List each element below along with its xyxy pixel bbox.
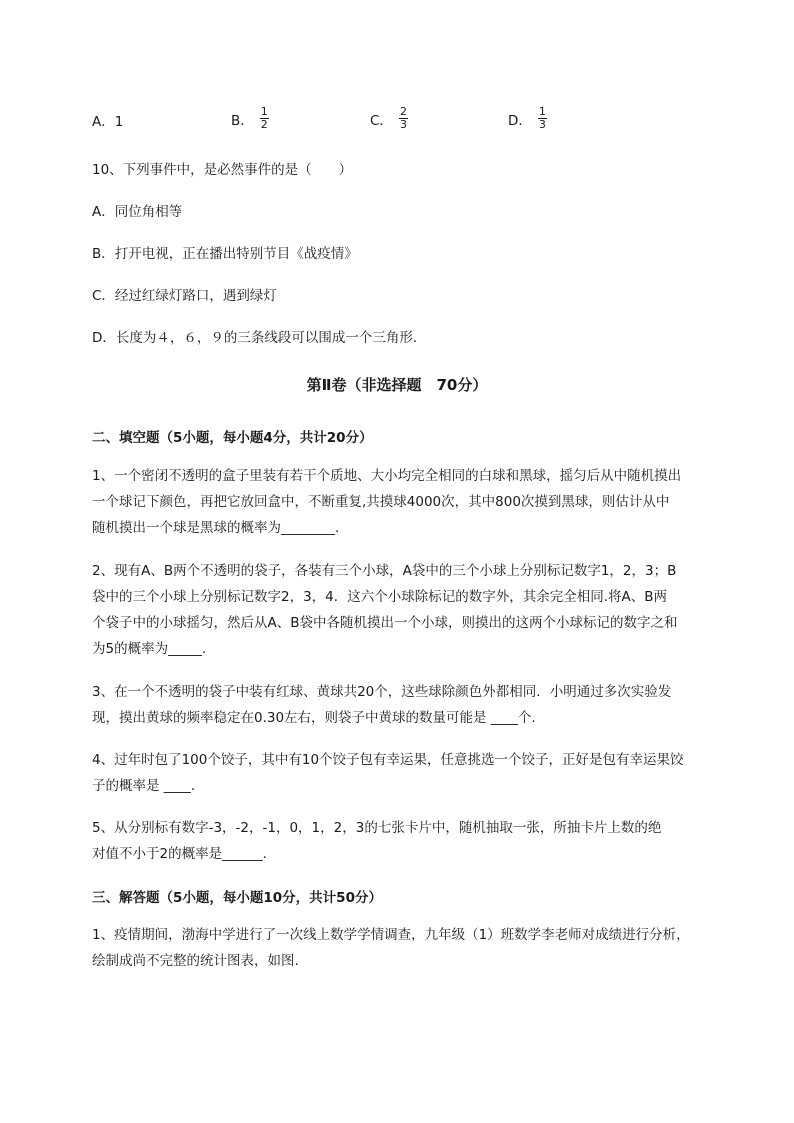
s2-q5-line: 对值不小于2的概率是______. — [92, 846, 267, 862]
fraction-denominator: 3 — [538, 118, 546, 131]
q9-option-c-label: C． — [370, 112, 393, 129]
fraction-numerator: 2 — [399, 105, 407, 118]
s2-q3-line: 现，摸出黄球的频率稳定在0.30左右，则袋子中黄球的数量可能是 ____个. — [92, 710, 536, 726]
s2-question-1 — [92, 463, 732, 541]
s2-q2-line: 2、现有A、B两个不透明的袋子，各装有三个小球，A袋中的三个小球上分别标记数字1，2，3；B — [92, 563, 677, 579]
q10-stem: 10、下列事件中，是必然事件的是（ ） — [92, 162, 353, 178]
q9-option-a-label: A．1 — [92, 114, 124, 130]
q9-option-b — [231, 106, 269, 131]
fraction-denominator: 3 — [399, 118, 407, 131]
s2-q4-line: 4、过年时包了100个饺子，其中有10个饺子包有幸运果，任意挑选一个饺子，正好是包有幸运果饺 — [92, 752, 684, 768]
fraction-denominator: 2 — [260, 118, 268, 131]
q9-option-d-label: D． — [508, 112, 532, 129]
part2-title: 第Ⅱ卷（非选择题 70分） — [306, 376, 488, 394]
s2-q1-line: 随机摸出一个球是黑球的概率为________. — [92, 520, 340, 536]
s2-question-2 — [92, 558, 732, 662]
q9-option-b-label: B． — [231, 112, 254, 129]
fraction-numerator: 1 — [538, 105, 546, 118]
s2-q1-line: 1、一个密闭不透明的盒子里装有若干个质地、大小均完全相同的白球和黑球，摇匀后从中随机摸出 — [92, 468, 682, 484]
q9-option-d — [508, 106, 547, 131]
fraction-numerator: 1 — [260, 105, 268, 118]
s3-question-1 — [92, 922, 732, 974]
s2-q2-line: 袋中的三个小球上分别标记数字2，3，4．这六个小球除标记的数字外，其余完全相同.将A、B两 — [92, 589, 668, 605]
section3-title: 三、解答题（5小题，每小题10分，共计50分） — [92, 890, 382, 906]
q9-option-d-fraction — [538, 106, 547, 131]
s2-question-3 — [92, 679, 732, 731]
s2-q1-line: 一个球记下颜色，再把它放回盒中，不断重复,共摸球4000次，其中800次摸到黑球，则估计从中 — [92, 494, 670, 510]
q9-option-c — [370, 106, 408, 131]
q9-option-b-fraction — [260, 106, 269, 131]
section2-title: 二、填空题（5小题，每小题4分，共计20分） — [92, 430, 373, 446]
q10-option-b: B．打开电视，正在播出特别节目《战疫情》 — [92, 246, 358, 262]
s3-q1-line: 1、疫情期间，渤海中学进行了一次线上数学学情调查，九年级（1）班数学李老师对成绩进行分析， — [92, 927, 690, 943]
q10-option-a: A．同位角相等 — [92, 204, 183, 220]
s2-question-5 — [92, 815, 732, 867]
s3-q1-line: 绘制成尚不完整的统计图表，如图. — [92, 953, 299, 969]
s2-q5-line: 5、从分别标有数字-3，-2，-1，0，1，2，3的七张卡片中，随机抽取一张，所抽卡片上数的绝 — [92, 820, 662, 836]
s2-q2-line: 个袋子中的小球摇匀，然后从A、B袋中各随机摸出一个小球，则摸出的这两个小球标记的数字之和 — [92, 615, 678, 631]
q10-option-d: D．长度为４，６，９的三条线段可以围成一个三角形． — [92, 330, 427, 346]
q9-option-c-fraction — [399, 106, 408, 131]
s2-q4-line: 子的概率是 ____. — [92, 778, 196, 794]
s2-q2-line: 为5的概率为_____. — [92, 641, 207, 657]
q10-option-c: C．经过红绿灯路口，遇到绿灯 — [92, 288, 277, 304]
s2-question-4 — [92, 747, 732, 799]
s2-q3-line: 3、在一个不透明的袋子中装有红球、黄球共20个，这些球除颜色外都相同．小明通过多次实验发 — [92, 684, 672, 700]
q9-option-a — [92, 110, 123, 130]
